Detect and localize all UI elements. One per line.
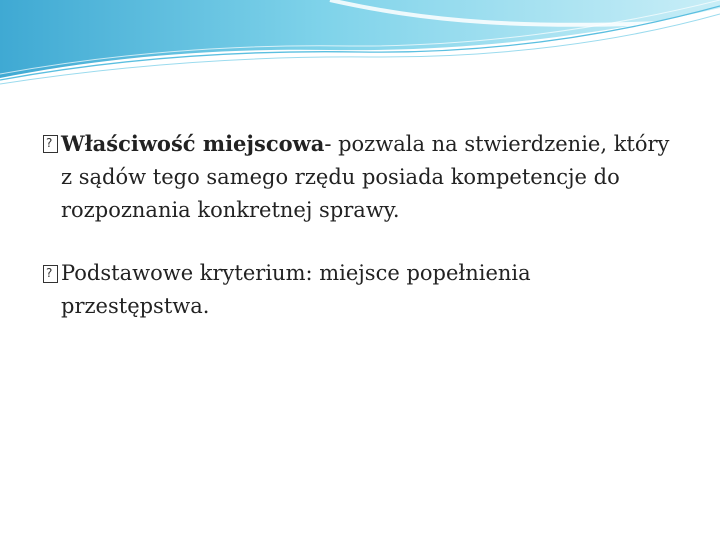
bullet-text: Podstawowe kryterium: miejsce popełnienia przestępstwa. (61, 261, 531, 318)
bullet-term: Właściwość miejscowa (61, 131, 325, 156)
header-wave-decoration (0, 0, 720, 90)
bullet-text: - pozwala na stwierdzenie, który z sądów tego samego rzędu posiada kompetencje do rozpoznania konkretnej sprawy. (61, 132, 670, 222)
bullet-item-local-jurisdiction (43, 127, 683, 227)
header-wave-fill (0, 0, 720, 78)
slide-content (43, 127, 683, 353)
bullet-glyph-icon (43, 265, 58, 283)
bullet-glyph-icon (43, 135, 58, 153)
bullet-item-criterion (43, 257, 683, 323)
